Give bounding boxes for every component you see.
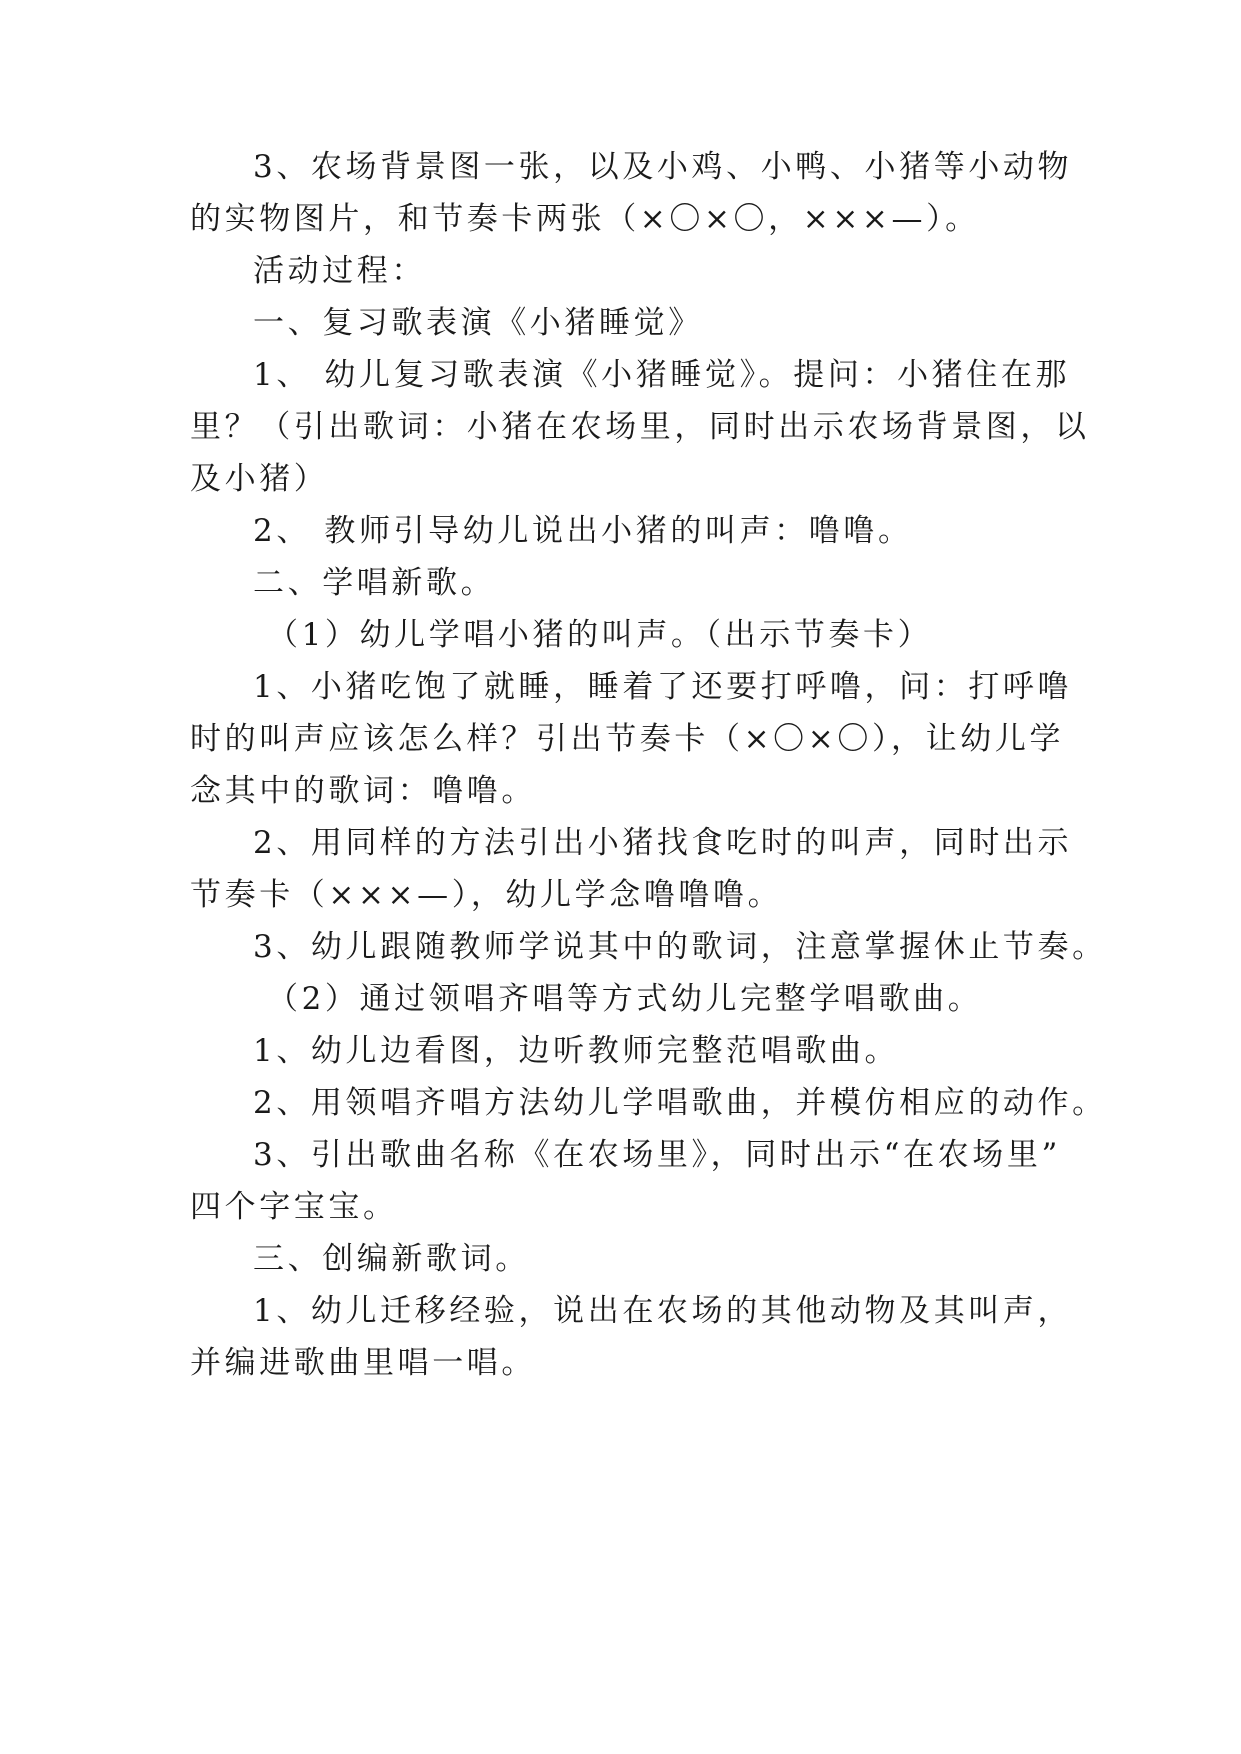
section-heading: 二、学唱新歌。 (253, 565, 496, 601)
text-line: 并编进歌曲里唱一唱。 (190, 1345, 536, 1381)
text-line: 1、小猪吃饱了就睡，睡着了还要打呼噜，问：打呼噜 (253, 669, 1073, 705)
section-heading: 活动过程： (253, 253, 426, 289)
text-line: 1、 幼儿复习歌表演《小猪睡觉》。提问：小猪住在那 (253, 357, 1071, 393)
text-line: 及小猪） (190, 461, 329, 497)
text-line: 2、用领唱齐唱方法幼儿学唱歌曲，并模仿相应的动作。 (253, 1085, 1107, 1121)
text-line: 四个字宝宝。 (190, 1189, 398, 1225)
text-line: 念其中的歌词：噜噜。 (190, 773, 536, 809)
text-line: 1、幼儿迁移经验，说出在农场的其他动物及其叫声， (253, 1293, 1073, 1329)
text-line: 3、引出歌曲名称《在农场里》，同时出示“在农场里” (253, 1137, 1061, 1173)
subsection-heading: （1）幼儿学唱小猪的叫声。（出示节奏卡） (267, 617, 933, 653)
text-line: 2、 教师引导幼儿说出小猪的叫声：噜噜。 (253, 513, 913, 549)
text-line: 时的叫声应该怎么样？引出节奏卡（×〇×〇），让幼儿学 (190, 721, 1065, 757)
text-line: 节奏卡（×××—），幼儿学念噜噜噜。 (190, 877, 783, 913)
section-heading: 一、复习歌表演《小猪睡觉》 (253, 305, 703, 341)
text-line: 1、幼儿边看图，边听教师完整范唱歌曲。 (253, 1033, 900, 1069)
text-line: 里？（引出歌词：小猪在农场里，同时出示农场背景图，以 (190, 409, 1090, 445)
subsection-heading: （2）通过领唱齐唱等方式幼儿完整学唱歌曲。 (267, 981, 983, 1017)
text-line: 3、幼儿跟随教师学说其中的歌词，注意掌握休止节奏。 (253, 929, 1107, 965)
section-heading: 三、创编新歌词。 (253, 1241, 530, 1277)
text-line: 2、用同样的方法引出小猪找食吃时的叫声，同时出示 (253, 825, 1073, 861)
text-line: 3、农场背景图一张，以及小鸡、小鸭、小猪等小动物 (253, 149, 1073, 185)
text-line: 的实物图片，和节奏卡两张（×〇×〇，×××—）。 (190, 201, 980, 237)
